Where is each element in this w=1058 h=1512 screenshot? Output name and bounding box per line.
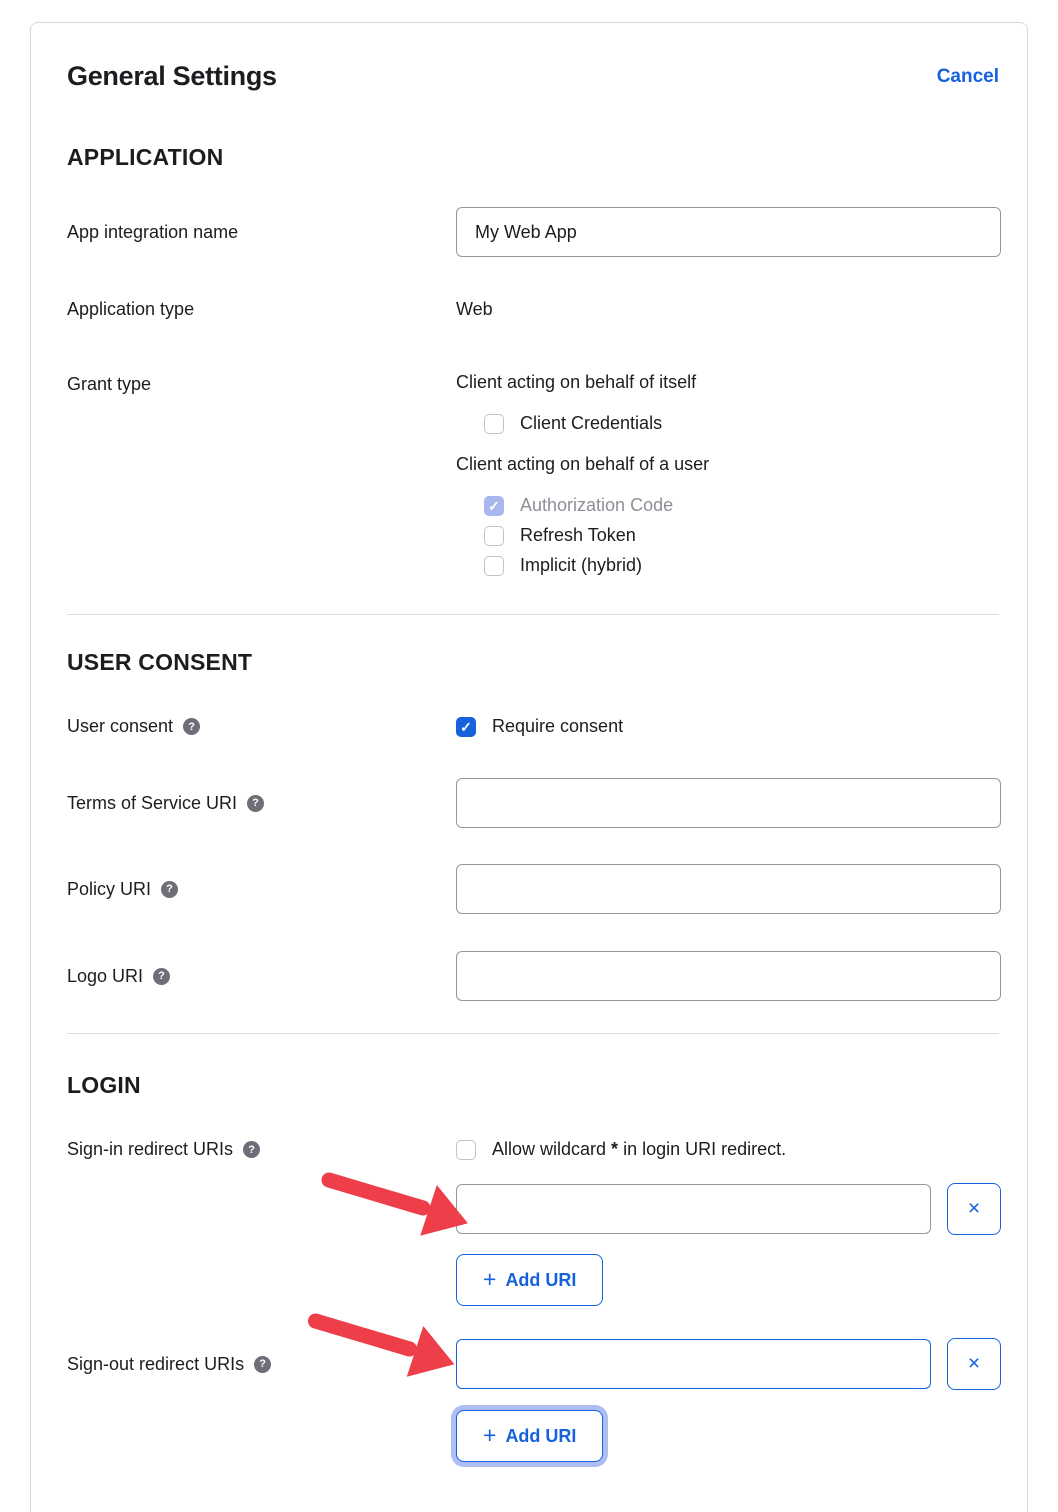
logo-uri-label: Logo URI (67, 965, 144, 986)
client-credentials-checkbox[interactable] (484, 414, 504, 434)
add-signout-uri-row (67, 1410, 999, 1462)
check-icon: ✓ (460, 718, 472, 735)
remove-signout-uri-button[interactable] (947, 1338, 1001, 1390)
app-name-label: App integration name (67, 221, 239, 242)
app-type-row (67, 299, 999, 320)
signin-redirect-label: Sign-in redirect URIs (67, 1139, 234, 1159)
client-credentials-label: Client Credentials (520, 413, 663, 433)
add-signout-uri-button[interactable] (456, 1410, 603, 1462)
section-divider (67, 1033, 999, 1034)
close-icon: × (967, 1352, 981, 1375)
implicit-hybrid-checkbox[interactable] (484, 556, 504, 576)
close-icon: × (967, 1197, 981, 1220)
implicit-hybrid-label: Implicit (hybrid) (520, 555, 643, 575)
signin-uri-input[interactable] (456, 1184, 931, 1234)
user-consent-label: User consent (67, 716, 174, 736)
cancel-button[interactable]: Cancel (936, 65, 999, 87)
policy-uri-label: Policy URI (67, 878, 152, 899)
remove-signin-uri-button[interactable] (947, 1183, 1001, 1235)
wildcard-star: * (611, 1139, 619, 1159)
general-settings-card (30, 22, 1028, 1512)
app-name-row (67, 207, 999, 257)
grant-type-label: Grant type (67, 374, 152, 394)
grant-type-row (67, 372, 999, 576)
section-heading-login: LOGIN (67, 1072, 141, 1098)
app-type-value: Web (456, 299, 493, 319)
require-consent-checkbox[interactable] (456, 717, 476, 737)
require-consent-option (456, 716, 999, 737)
logo-uri-row (67, 951, 999, 1001)
refresh-token-label: Refresh Token (520, 525, 636, 545)
refresh-token-checkbox[interactable] (484, 526, 504, 546)
signout-uri-row (67, 1338, 999, 1390)
authorization-code-label: Authorization Code (520, 495, 674, 515)
app-name-input[interactable] (456, 207, 1001, 257)
section-heading-user-consent: USER CONSENT (67, 649, 253, 675)
allow-wildcard-label: Allow wildcard * in login URI redirect. (492, 1139, 787, 1159)
help-icon[interactable]: ? (243, 1141, 260, 1158)
help-icon[interactable]: ? (247, 795, 264, 812)
add-signin-uri-row (67, 1254, 999, 1306)
logo-uri-input[interactable] (456, 951, 1001, 1001)
add-uri-button-label: Add URI (505, 1269, 577, 1290)
signin-uri-input-row (67, 1183, 999, 1235)
add-uri-button-label: Add URI (505, 1425, 577, 1446)
tos-uri-row (67, 778, 999, 828)
card-header (67, 61, 999, 92)
help-icon[interactable]: ? (161, 881, 178, 898)
help-icon[interactable]: ? (254, 1356, 271, 1373)
client-credentials-option (484, 413, 999, 434)
section-heading-application: APPLICATION (67, 144, 224, 170)
policy-uri-row (67, 864, 999, 914)
grant-group1-heading: Client acting on behalf of itself (456, 372, 697, 392)
signout-redirect-label: Sign-out redirect URIs (67, 1353, 245, 1374)
user-consent-row (67, 716, 999, 737)
policy-uri-input[interactable] (456, 864, 1001, 914)
help-icon[interactable]: ? (153, 968, 170, 985)
plus-icon: + (483, 1421, 497, 1448)
annotation-arrow-icon (321, 1171, 471, 1239)
app-type-label: Application type (67, 299, 195, 319)
authorization-code-option (484, 495, 999, 516)
signout-uri-input[interactable] (456, 1339, 931, 1389)
signin-redirect-row (67, 1139, 999, 1160)
add-signin-uri-button[interactable] (456, 1254, 603, 1306)
section-divider (67, 614, 999, 615)
allow-wildcard-checkbox[interactable] (456, 1140, 476, 1160)
check-icon: ✓ (488, 497, 500, 514)
require-consent-label: Require consent (492, 716, 624, 736)
refresh-token-option (484, 525, 999, 546)
implicit-hybrid-option (484, 555, 999, 576)
plus-icon: + (483, 1265, 497, 1292)
authorization-code-checkbox (484, 496, 504, 516)
help-icon[interactable]: ? (183, 718, 200, 735)
grant-group2-heading: Client acting on behalf of a user (456, 454, 710, 474)
tos-uri-label: Terms of Service URI (67, 792, 238, 813)
tos-uri-input[interactable] (456, 778, 1001, 828)
allow-wildcard-option (456, 1139, 999, 1160)
page-title: General Settings (67, 61, 277, 91)
